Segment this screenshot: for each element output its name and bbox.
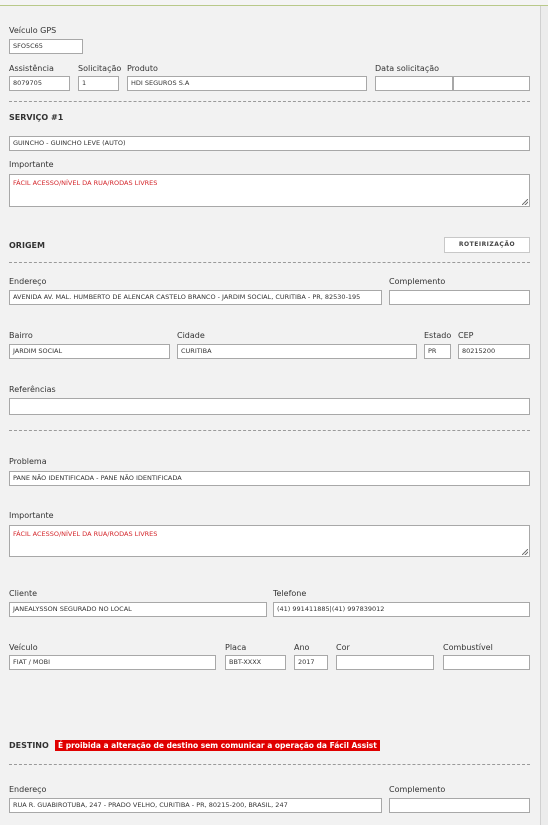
roteirizacao-button[interactable]: ROTEIRIZAÇÃO bbox=[444, 237, 530, 253]
cep-label: CEP bbox=[458, 331, 474, 340]
referencias-field[interactable] bbox=[9, 398, 530, 415]
cep-field[interactable]: 80215200 bbox=[458, 344, 530, 359]
servico-importante-label: Importante bbox=[9, 160, 54, 169]
produto-field[interactable]: HDI SEGUROS S.A bbox=[127, 76, 367, 91]
destino-title: DESTINO bbox=[9, 741, 49, 750]
form-panel bbox=[0, 6, 541, 825]
assistencia-field[interactable]: 8079705 bbox=[9, 76, 70, 91]
placa-field[interactable]: BBT-XXXX bbox=[225, 655, 286, 670]
origem-title: ORIGEM bbox=[9, 241, 45, 250]
veiculo-gps-field[interactable]: SFO5C65 bbox=[9, 39, 83, 54]
bairro-label: Bairro bbox=[9, 331, 33, 340]
servico-field[interactable]: GUINCHO - GUINCHO LEVE (AUTO) bbox=[9, 136, 530, 151]
separator bbox=[9, 262, 530, 263]
destino-endereco-field[interactable]: RUA R. GUABIROTUBA, 247 - PRADO VELHO, CURITIBA - PR, 80215-200, BRASIL, 247 bbox=[9, 798, 382, 813]
servico-importante-textarea[interactable] bbox=[9, 174, 530, 207]
data-solicitacao-date-field[interactable] bbox=[375, 76, 453, 91]
cor-label: Cor bbox=[336, 643, 350, 652]
ano-label: Ano bbox=[294, 643, 310, 652]
cor-field[interactable] bbox=[336, 655, 434, 670]
problema-importante-textarea[interactable] bbox=[9, 525, 530, 557]
destino-complemento-label: Complemento bbox=[389, 785, 446, 794]
telefone-label: Telefone bbox=[273, 589, 307, 598]
problema-label: Problema bbox=[9, 457, 47, 466]
destino-complemento-field[interactable] bbox=[389, 798, 530, 813]
origem-endereco-label: Endereço bbox=[9, 277, 47, 286]
origem-endereco-field[interactable]: AVENIDA AV. MAL. HUMBERTO DE ALENCAR CASTELO BRANCO - JARDIM SOCIAL, CURITIBA - PR, 82530-195 bbox=[9, 290, 382, 305]
problema-importante-text: FÁCIL ACESSO/NÍVEL DA RUA/RODAS LIVRES bbox=[13, 530, 158, 538]
veiculo-gps-label: Veículo GPS bbox=[9, 26, 57, 35]
cliente-label: Cliente bbox=[9, 589, 38, 598]
combustivel-field[interactable] bbox=[443, 655, 530, 670]
telefone-field[interactable]: (41) 991411885|(41) 997839012 bbox=[273, 602, 530, 617]
veiculo-label: Veículo bbox=[9, 643, 38, 652]
estado-field[interactable]: PR bbox=[424, 344, 451, 359]
separator bbox=[9, 430, 530, 431]
cidade-field[interactable]: CURITIBA bbox=[177, 344, 417, 359]
produto-label: Produto bbox=[127, 64, 158, 73]
cidade-label: Cidade bbox=[177, 331, 205, 340]
problema-importante-label: Importante bbox=[9, 511, 54, 520]
combustivel-label: Combustível bbox=[443, 643, 493, 652]
cliente-field[interactable]: JANEALYSSON SEGURADO NO LOCAL bbox=[9, 602, 267, 617]
solicitacao-label: Solicitação bbox=[78, 64, 122, 73]
destino-warning-badge: É proibida a alteração de destino sem comunicar a operação da Fácil Assist bbox=[55, 740, 380, 751]
problema-field[interactable]: PANE NÃO IDENTIFICADA - PANE NÃO IDENTIFICADA bbox=[9, 471, 530, 486]
destino-endereco-label: Endereço bbox=[9, 785, 47, 794]
origem-complemento-field[interactable] bbox=[389, 290, 530, 305]
separator bbox=[9, 764, 530, 765]
veiculo-field[interactable]: FIAT / MOBI bbox=[9, 655, 216, 670]
origem-complemento-label: Complemento bbox=[389, 277, 446, 286]
data-solicitacao-label: Data solicitação bbox=[375, 64, 440, 73]
servico-importante-text: FÁCIL ACESSO/NÍVEL DA RUA/RODAS LIVRES bbox=[13, 179, 158, 187]
referencias-label: Referências bbox=[9, 385, 56, 394]
placa-label: Placa bbox=[225, 643, 247, 652]
ano-field[interactable]: 2017 bbox=[294, 655, 328, 670]
resize-grip-icon[interactable] bbox=[522, 549, 528, 555]
assistencia-label: Assistência bbox=[9, 64, 54, 73]
servico-title: SERVIÇO #1 bbox=[9, 113, 64, 122]
bairro-field[interactable]: JARDIM SOCIAL bbox=[9, 344, 170, 359]
resize-grip-icon[interactable] bbox=[522, 199, 528, 205]
separator bbox=[9, 101, 530, 102]
estado-label: Estado bbox=[424, 331, 452, 340]
data-solicitacao-time-field[interactable] bbox=[453, 76, 530, 91]
solicitacao-field[interactable]: 1 bbox=[78, 76, 119, 91]
